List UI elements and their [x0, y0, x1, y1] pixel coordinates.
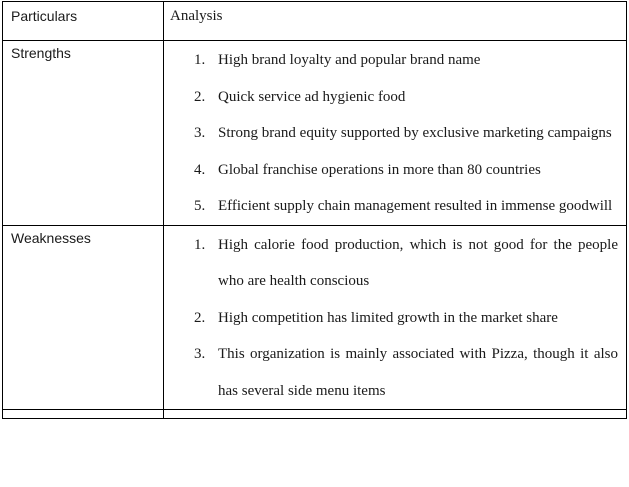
list-item-text: High brand loyalty and popular brand name	[218, 52, 481, 68]
list-item	[164, 300, 618, 337]
list-item-text: Strong brand equity supported by exclusive marketing campaigns	[218, 125, 612, 141]
header-analysis: Analysis	[170, 8, 223, 24]
list-item-text: High calorie food production, which is not good for the people who are health conscious	[218, 236, 618, 289]
list-item-text: Global franchise operations in more than 80 countries	[218, 161, 541, 178]
list-item-number: 1.	[194, 52, 206, 68]
list-item-number: 1.	[194, 236, 206, 253]
list-item-number: 3.	[194, 346, 206, 362]
list-item	[164, 188, 618, 225]
row-label-strengths: Strengths	[11, 45, 71, 61]
list-item-number: 5.	[194, 198, 206, 214]
list-item-number: 3.	[194, 125, 206, 141]
header-cell-analysis	[164, 2, 627, 41]
swot-table	[2, 1, 627, 419]
analysis-cell-weaknesses	[164, 225, 627, 410]
row-label-weaknesses: Weaknesses	[11, 229, 91, 246]
list-item-number: 2.	[194, 88, 206, 105]
label-cell-strengths	[3, 41, 164, 226]
analysis-cell-strengths	[164, 41, 627, 226]
list-item	[164, 115, 618, 152]
list-item	[164, 79, 618, 116]
header-particulars: Particulars	[11, 8, 78, 24]
label-cell-next	[3, 410, 164, 419]
table-row-strengths	[3, 41, 627, 226]
list-item	[164, 42, 618, 79]
table-row-next	[3, 410, 627, 419]
analysis-cell-next	[164, 410, 627, 419]
list-item-text: High competition has limited growth in the market share	[218, 309, 558, 326]
list-item-text: Efficient supply chain management resulted in immense goodwill	[218, 198, 613, 214]
list-item	[164, 152, 618, 189]
weaknesses-list	[164, 226, 626, 410]
label-cell-weaknesses	[3, 225, 164, 410]
list-item	[164, 227, 618, 300]
strengths-list	[164, 41, 626, 225]
list-item-text: This organization is mainly associated with Pizza, though it also has several side menu items	[218, 346, 618, 399]
table-row-weaknesses	[3, 225, 627, 410]
list-item-number: 4.	[194, 161, 206, 178]
header-cell-particulars	[3, 2, 164, 41]
list-item-text: Quick service ad hygienic food	[218, 88, 406, 105]
list-item	[164, 336, 618, 409]
list-item-number: 2.	[194, 309, 206, 326]
table-header-row	[3, 2, 627, 41]
